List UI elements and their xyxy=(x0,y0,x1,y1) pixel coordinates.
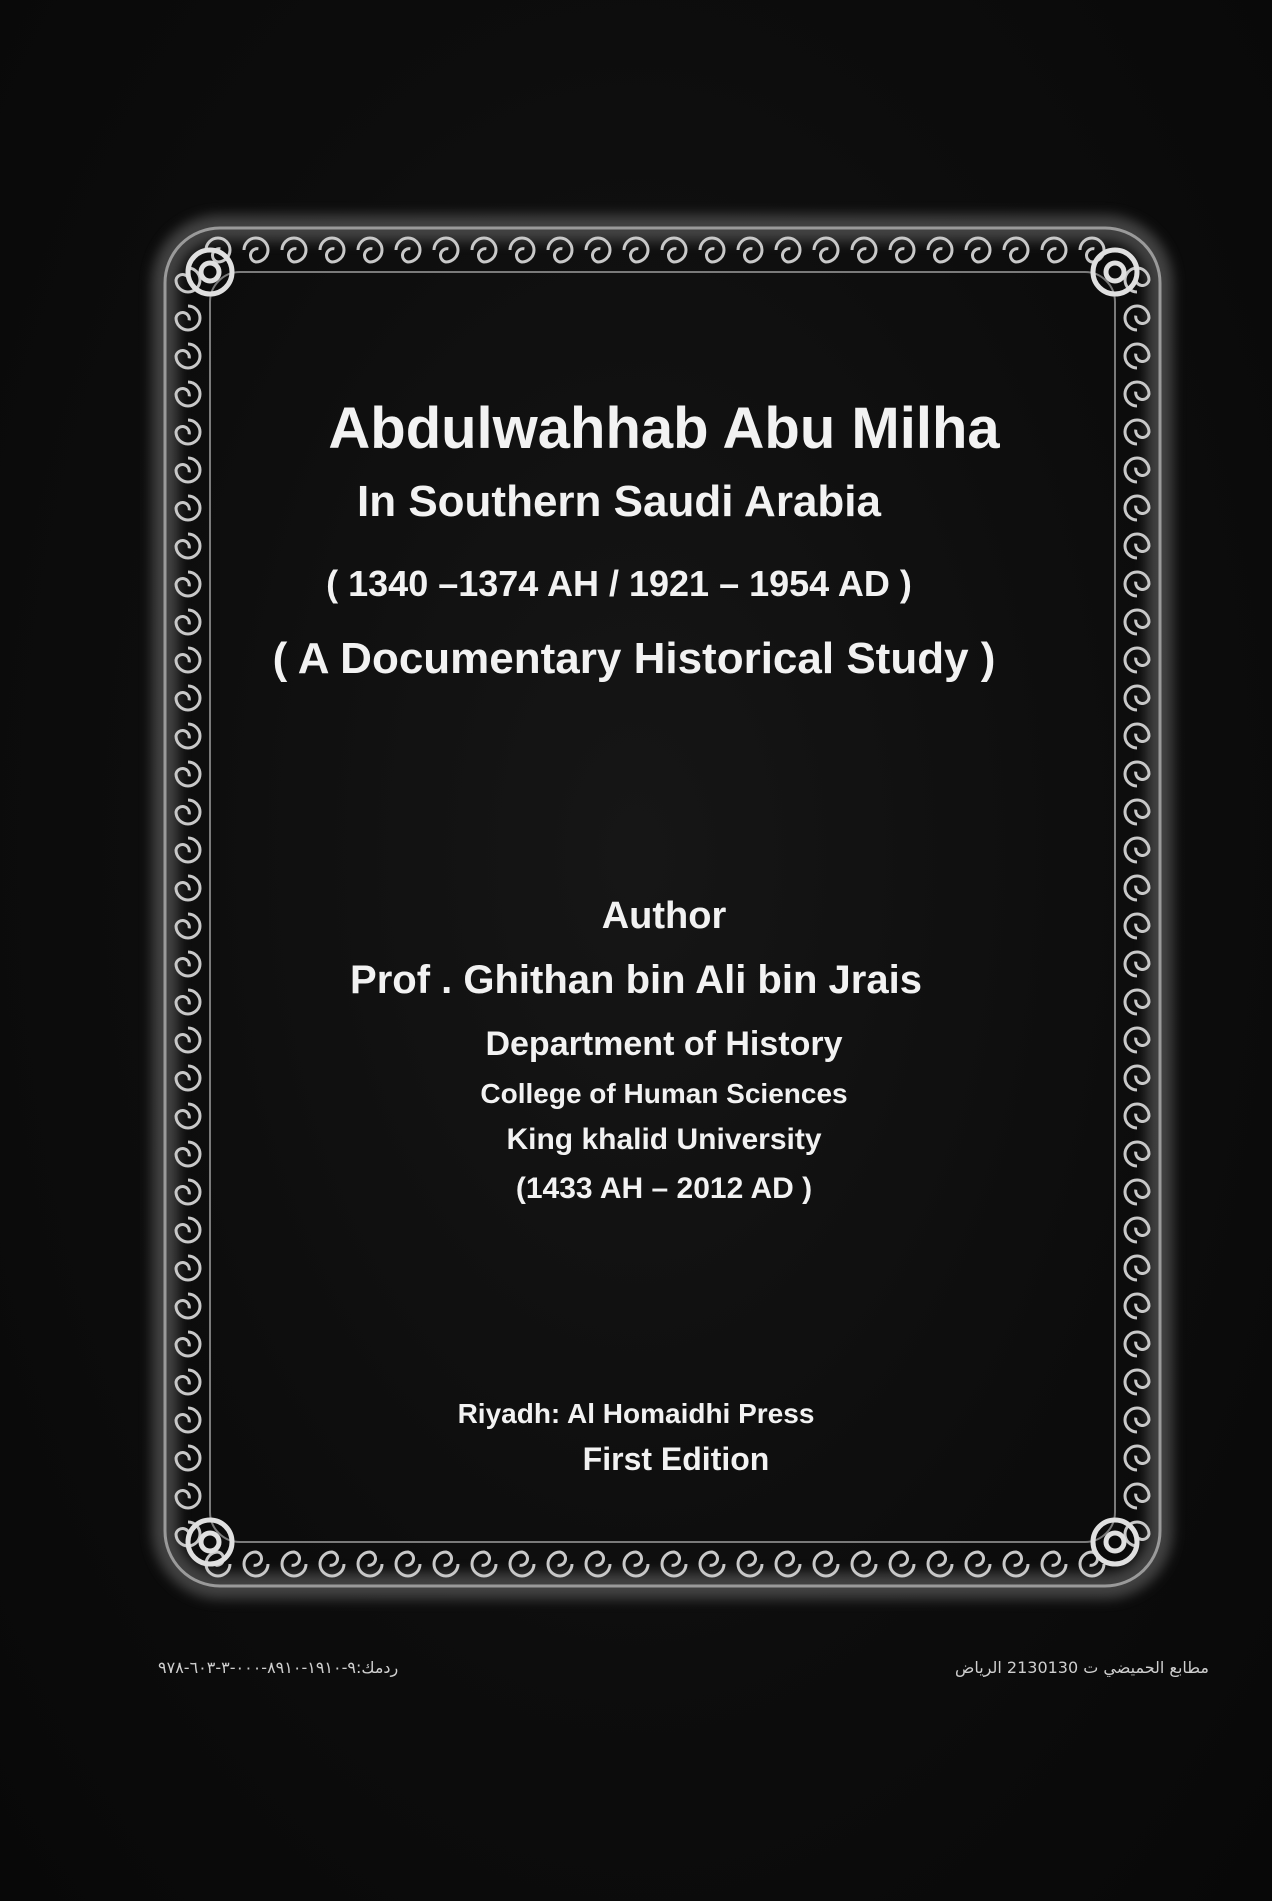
publisher: Riyadh: Al Homaidhi Press xyxy=(457,1398,815,1429)
author-name: Prof . Ghithan bin Ali bin Jrais xyxy=(350,958,922,1002)
department: Department of History xyxy=(485,1025,843,1063)
date-range: ( 1340 –1374 AH / 1921 – 1954 AD ) xyxy=(326,563,912,604)
edition: First Edition xyxy=(582,1441,770,1477)
isbn-line: ردمك:٩-١٩١٠-٨٩١٠-٠٠٠-٣-٦٠٣-٩٧٨ xyxy=(158,1658,399,1677)
book-subtitle: In Southern Saudi Arabia xyxy=(357,477,881,526)
study-type: ( A Documentary Historical Study ) xyxy=(272,634,996,683)
publication-year: (1433 AH – 2012 AD ) xyxy=(515,1172,813,1205)
author-heading: Author xyxy=(601,895,727,937)
university: King khalid University xyxy=(506,1123,822,1156)
printer-line: مطابع الحميضي ت 2130130 الرياض xyxy=(955,1658,1209,1677)
college: College of Human Sciences xyxy=(480,1078,848,1109)
book-title: Abdulwahhab Abu Milha xyxy=(328,396,1000,461)
